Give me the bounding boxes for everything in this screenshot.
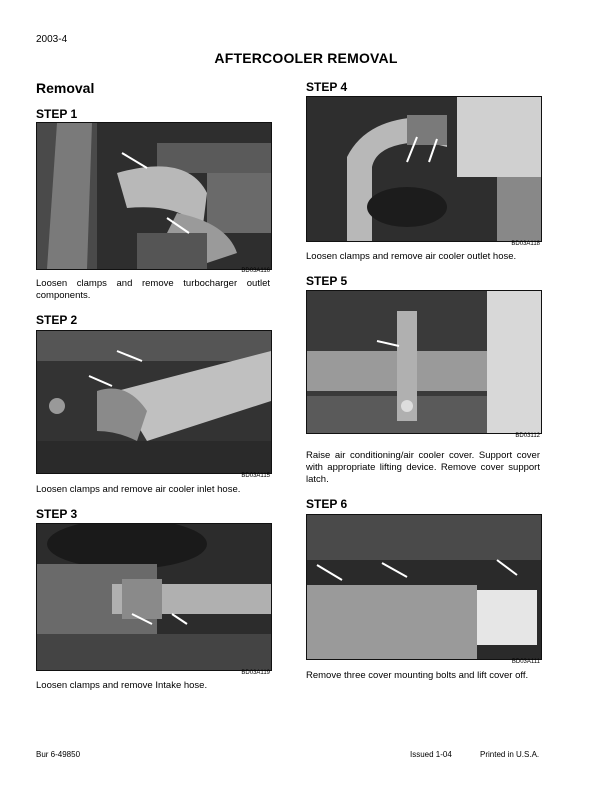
step-2-heading: STEP 2 xyxy=(36,313,78,327)
step-3-figure-code: BD03A119 xyxy=(241,670,270,676)
step-3-photo xyxy=(36,523,272,671)
step-1-caption: Loosen clamps and remove turbocharger outlet components. xyxy=(36,278,270,301)
turbocharger-photo-image xyxy=(37,123,271,269)
step-3-caption: Loosen clamps and remove Intake hose. xyxy=(36,680,208,691)
cover-latch-photo-image xyxy=(307,291,541,433)
step-2-photo xyxy=(36,330,272,474)
step-4-heading: STEP 4 xyxy=(306,80,348,94)
step-6-caption: Remove three cover mounting bolts and lift cover off. xyxy=(306,670,529,681)
step-4-figure-code: BD03A118 xyxy=(511,241,540,247)
step-2-caption: Loosen clamps and remove air cooler inlet hose. xyxy=(36,484,241,495)
outlet-hose-photo-image xyxy=(307,97,541,241)
footer-document-number: Bur 6-49850 xyxy=(36,750,81,759)
step-1-photo xyxy=(36,122,272,270)
step-5-figure-code: BD03112 xyxy=(515,433,540,439)
page-number: 2003-4 xyxy=(36,34,68,45)
footer-issued: Issued 1-04 xyxy=(410,750,452,759)
intake-hose-photo-image xyxy=(37,524,271,670)
step-5-caption: Raise air conditioning/air cooler cover. Support cover with appropriate lifting device. Remove cover support latch. xyxy=(306,450,540,485)
step-6-heading: STEP 6 xyxy=(306,497,348,511)
cooler-cover-photo-image xyxy=(307,515,541,659)
footer-printed: Printed in U.S.A. xyxy=(480,750,540,759)
step-1-figure-code: BD03A116 xyxy=(241,268,270,274)
step-1-heading: STEP 1 xyxy=(36,107,78,121)
step-2-figure-code: BD03A115 xyxy=(241,473,270,479)
section-heading: Removal xyxy=(36,80,95,96)
page-title: AFTERCOOLER REMOVAL xyxy=(214,50,398,66)
step-5-heading: STEP 5 xyxy=(306,274,348,288)
step-4-caption: Loosen clamps and remove air cooler outlet hose. xyxy=(306,251,517,262)
step-6-figure-code: BD03A111 xyxy=(511,659,540,665)
step-4-photo xyxy=(306,96,542,242)
step-6-photo xyxy=(306,514,542,660)
step-5-photo xyxy=(306,290,542,434)
inlet-hose-photo-image xyxy=(37,331,271,473)
step-3-heading: STEP 3 xyxy=(36,507,78,521)
